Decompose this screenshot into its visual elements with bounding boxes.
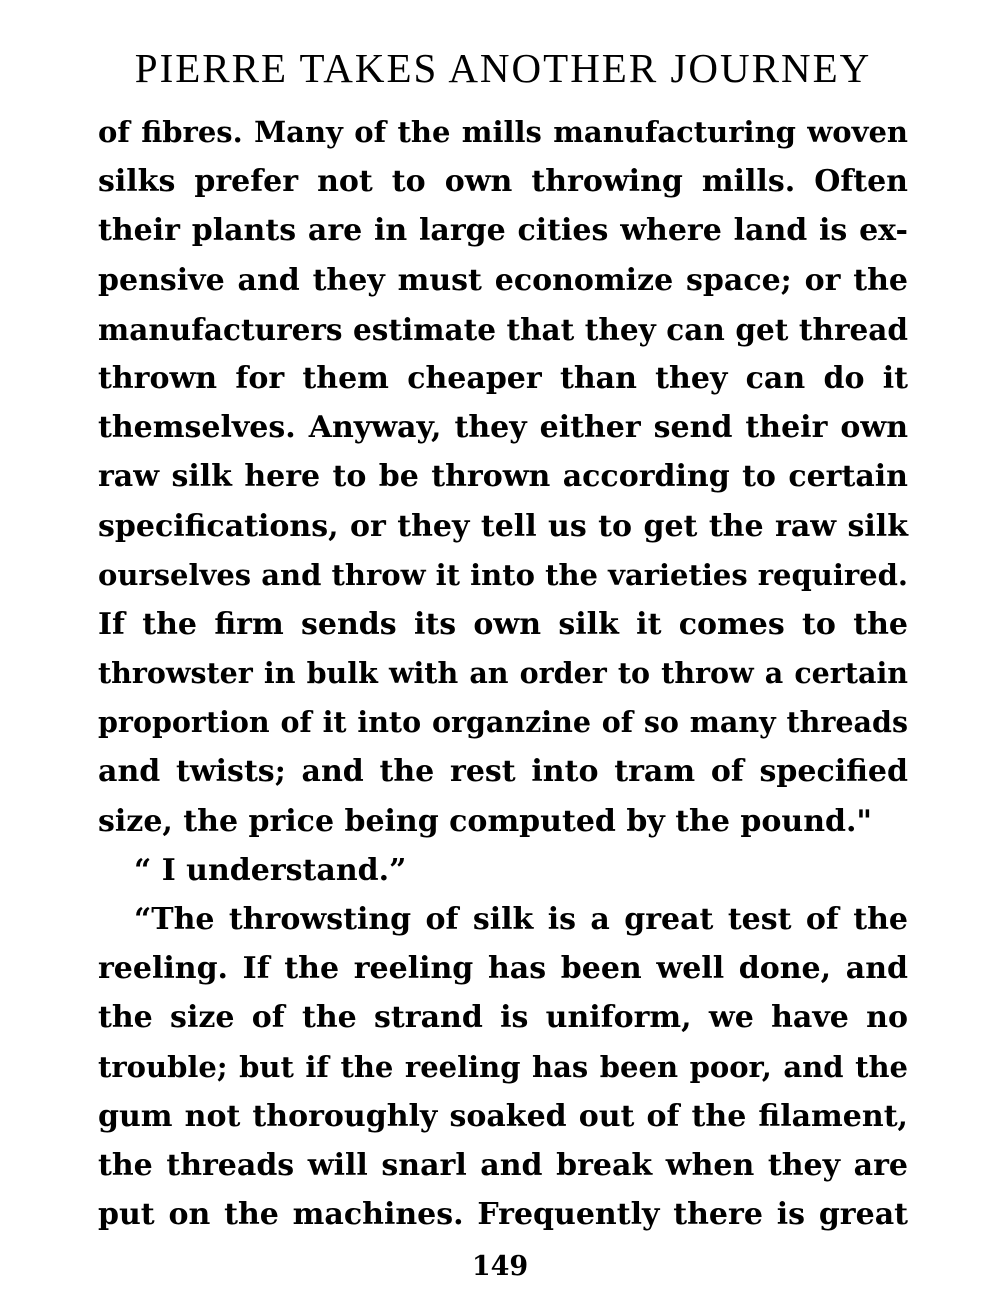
text-line: of fibres. Many of the mills manufacturing woven <box>98 115 908 149</box>
text-line: ourselves and throw it into the varieties required. <box>98 557 908 592</box>
text-line: thrown for them cheaper than they can do it <box>98 360 908 396</box>
text-line: specifications, or they tell us to get the raw silk <box>98 508 908 544</box>
text-line-paragraph-start: “The throwsting of silk is a great test of the <box>134 902 908 937</box>
text-line: put on the machines. Frequently there is great <box>98 1197 908 1233</box>
text-line: themselves. Anyway, they either send their own <box>98 410 908 446</box>
text-line: raw silk here to be thrown according to certain <box>98 459 908 495</box>
dialogue-line: “ I understand.” <box>134 852 407 888</box>
text-line: reeling. If the reeling has been well done, and <box>98 951 908 987</box>
text-line: throwster in bulk with an order to throw a certain <box>98 656 908 691</box>
text-line: pensive and they must economize space; or the <box>98 262 908 298</box>
text-line: If the firm sends its own silk it comes to the <box>98 606 908 642</box>
text-line: the size of the strand is uniform, we have no <box>98 1000 908 1036</box>
text-line: silks prefer not to own throwing mills. Often <box>98 164 908 200</box>
text-line-paragraph-end: size, the price being computed by the pound." <box>98 803 873 839</box>
text-line: the threads will snarl and break when they are <box>98 1147 908 1183</box>
body-text <box>98 108 908 1239</box>
text-line: manufacturers estimate that they can get thread <box>98 311 908 347</box>
text-line: trouble; but if the reeling has been poor, and the <box>98 1049 908 1084</box>
text-line: proportion of it into organzine of so many threads <box>98 705 908 740</box>
running-head: PIERRE TAKES ANOTHER JOURNEY <box>134 45 872 91</box>
text-line: their plants are in large cities where land is ex- <box>98 213 908 249</box>
page-number: 149 <box>471 1251 529 1282</box>
text-line: and twists; and the rest into tram of specified <box>98 754 908 790</box>
text-line: gum not thoroughly soaked out of the filament, <box>98 1098 908 1134</box>
